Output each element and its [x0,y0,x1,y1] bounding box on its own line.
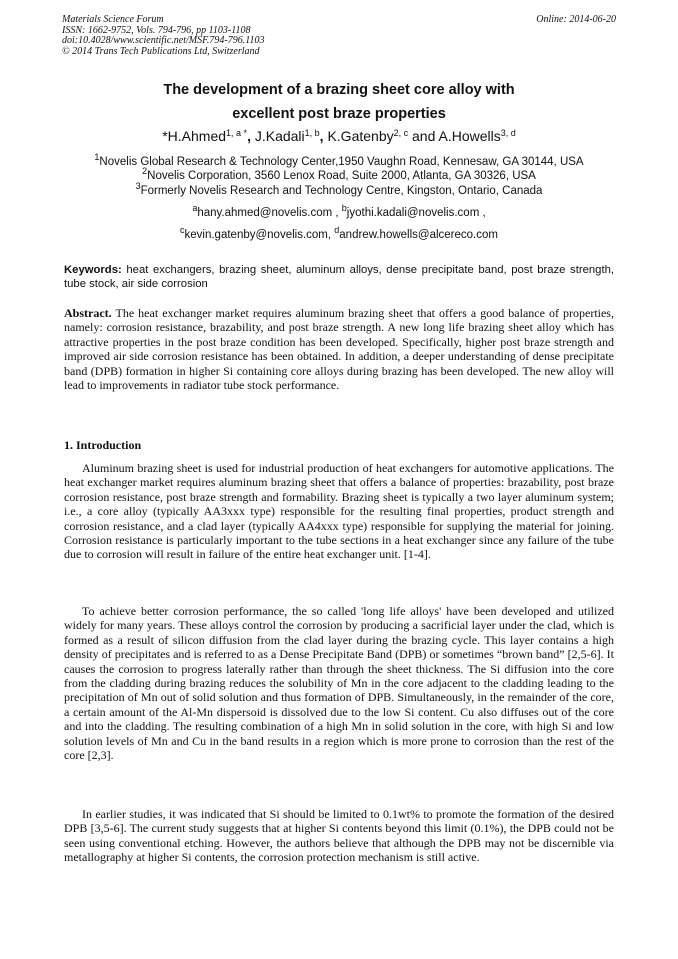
author-affiliation-mark: 3, d [500,128,516,138]
paper-title-line-1: The development of a brazing sheet core alloy with [163,82,515,98]
keywords-label: Keywords: [64,264,122,276]
author-name: K.Gatenby [327,128,394,144]
author-name: A.Howells [438,128,501,144]
abstract-text: The heat exchanger market requires aluminum brazing sheet that offers a good balance of properties, namely: corrosion resistance, brazability, and post braze strength. A new long life brazing sheet alloy which has attractive properties in the post braze condition has been developed. Specifically, higher post braze strength and improved air side corrosion resistance has been obtained. In addition, a deeper understanding of dense precipitate band (DPB) formation in higher Si containing core alloys during brazing has been developed. The new alloy will lead to improvements in radiator tube stock performance. [64,306,614,393]
email-line-1: $^a$hany.ahmed@novelis.com , $^b$jyothi.kadali@novelis.com , [192,203,486,219]
body-paragraph-1: Aluminum brazing sheet is used for industrial production of heat exchangers for automotive applications. The heat exchanger market requires aluminum brazing sheet that offers a balance of properties: brazability, post braze corrosion resistance, post braze strength and formability. Brazing sheet is typically a two layer aluminum system; i.e., a core alloy (typically AA3xxx type) responsible for the resulting final properties, product strength and corrosion resistance, and a clad layer (typically AA4xxx type) responsible for supplying the material for joining. Corrosion resistance is particularly important to the tube sections in a heat exchanger since any failure of the tube due to corrosion will result in failure of the entire heat exchanger unit. [1-4]. [64,461,614,562]
section-heading: 1. Introduction [64,438,142,452]
author-affiliation-mark: 1, b [304,128,320,138]
author-separator: and [408,128,439,144]
paper-title-line-2: excellent post braze properties [232,106,446,122]
author-affiliation-mark: 2, c [393,128,409,138]
email-link-a[interactable]: hany.ahmed@novelis.com [197,207,333,219]
author-name: *H.Ahmed [162,128,227,144]
journal-issn: ISSN: 1662-9752, Vols. 794-796, pp 1103-1108 [62,24,251,36]
author-separator: , [247,128,255,144]
affiliation-3: $^3$Formerly Novelis Research and Technology Centre, Kingston, Ontario, Canada [135,181,543,197]
author-list [60,128,618,144]
body-paragraph-2: To achieve better corrosion performance, the so called 'long life alloys' have been developed and utilized widely for many years. These alloys control the corrosion by producing a sacrificial layer under the clad, which is formed as a result of silicon diffusion from the clad layer during the brazing cycle. This layer contains a high density of precipitates and is referred to as a Dense Precipitate Band (DPB) or sometimes “brown band” [2,5-6]. It causes the corrosion to progress laterally rather than through the sheet thickness. The Si diffusion into the core from the cladding during brazing reduces the solubility of Mn in the core adjacent to the cladding leading to the precipitation of Mn out of solid solution and thus formation of DPB. Simultaneously, in the remainder of the core, a certain amount of the Al-Mn dispersoid is dissolved due to the low Si content. Cu also diffuses out of the core and into the cladding. The resulting combination of a high Mn in solid solution in the core, with high Si and low solution levels of Mn and Cu in the band results in a region which is more prone to corrosion than the rest of the core [2,3]. [64,604,614,763]
keywords [64,263,614,291]
affiliation-2: $^2$Novelis Corporation, 3560 Lenox Road, Suite 2000, Atlanta, GA 30326, USA [142,166,536,182]
keywords-text: heat exchangers, brazing sheet, aluminum alloys, dense precipitate band, post braze strength, tube stock, air side corrosion [64,264,615,290]
body-paragraph-3: In earlier studies, it was indicated that Si should be limited to 0.1wt% to promote the formation of the desired DPB [3,5-6]. The current study suggests that at higher Si contents beyond this limit (0.1%), the DPB could not be seen using conventional etching. However, the authors believe that although the DPB may not be discernible via metallography at higher Si contents, the corrosion protection mechanism is still active. [64,807,614,865]
journal-doi: doi:10.4028/www.scientific.net/MSF.794-796.1103 [62,35,265,46]
journal-name: Materials Science Forum [62,14,164,25]
author-separator: , [319,128,328,144]
affiliation-1: $^1$Novelis Global Research & Technology Center,1950 Vaughn Road, Kennesaw, GA 30144, USA [94,152,584,168]
email-link-b[interactable]: jyothi.kadali@novelis.com [346,207,480,219]
email-link-d[interactable]: andrew.howells@alcereco.com [339,229,498,241]
online-date: Online: 2014-06-20 [536,14,616,25]
journal-header [62,15,265,57]
author-affiliation-mark: 1, a * [226,128,248,138]
author-name: J.Kadali [254,128,305,144]
journal-copyright: © 2014 Trans Tech Publications Ltd, Switzerland [62,45,260,57]
email-link-c[interactable]: kevin.gatenby@novelis.com [184,229,328,241]
abstract [64,306,614,392]
abstract-label: Abstract. [64,306,112,320]
email-line-2: $^c$kevin.gatenby@novelis.com, $^d$andrew.howells@alcereco.com [180,225,498,241]
